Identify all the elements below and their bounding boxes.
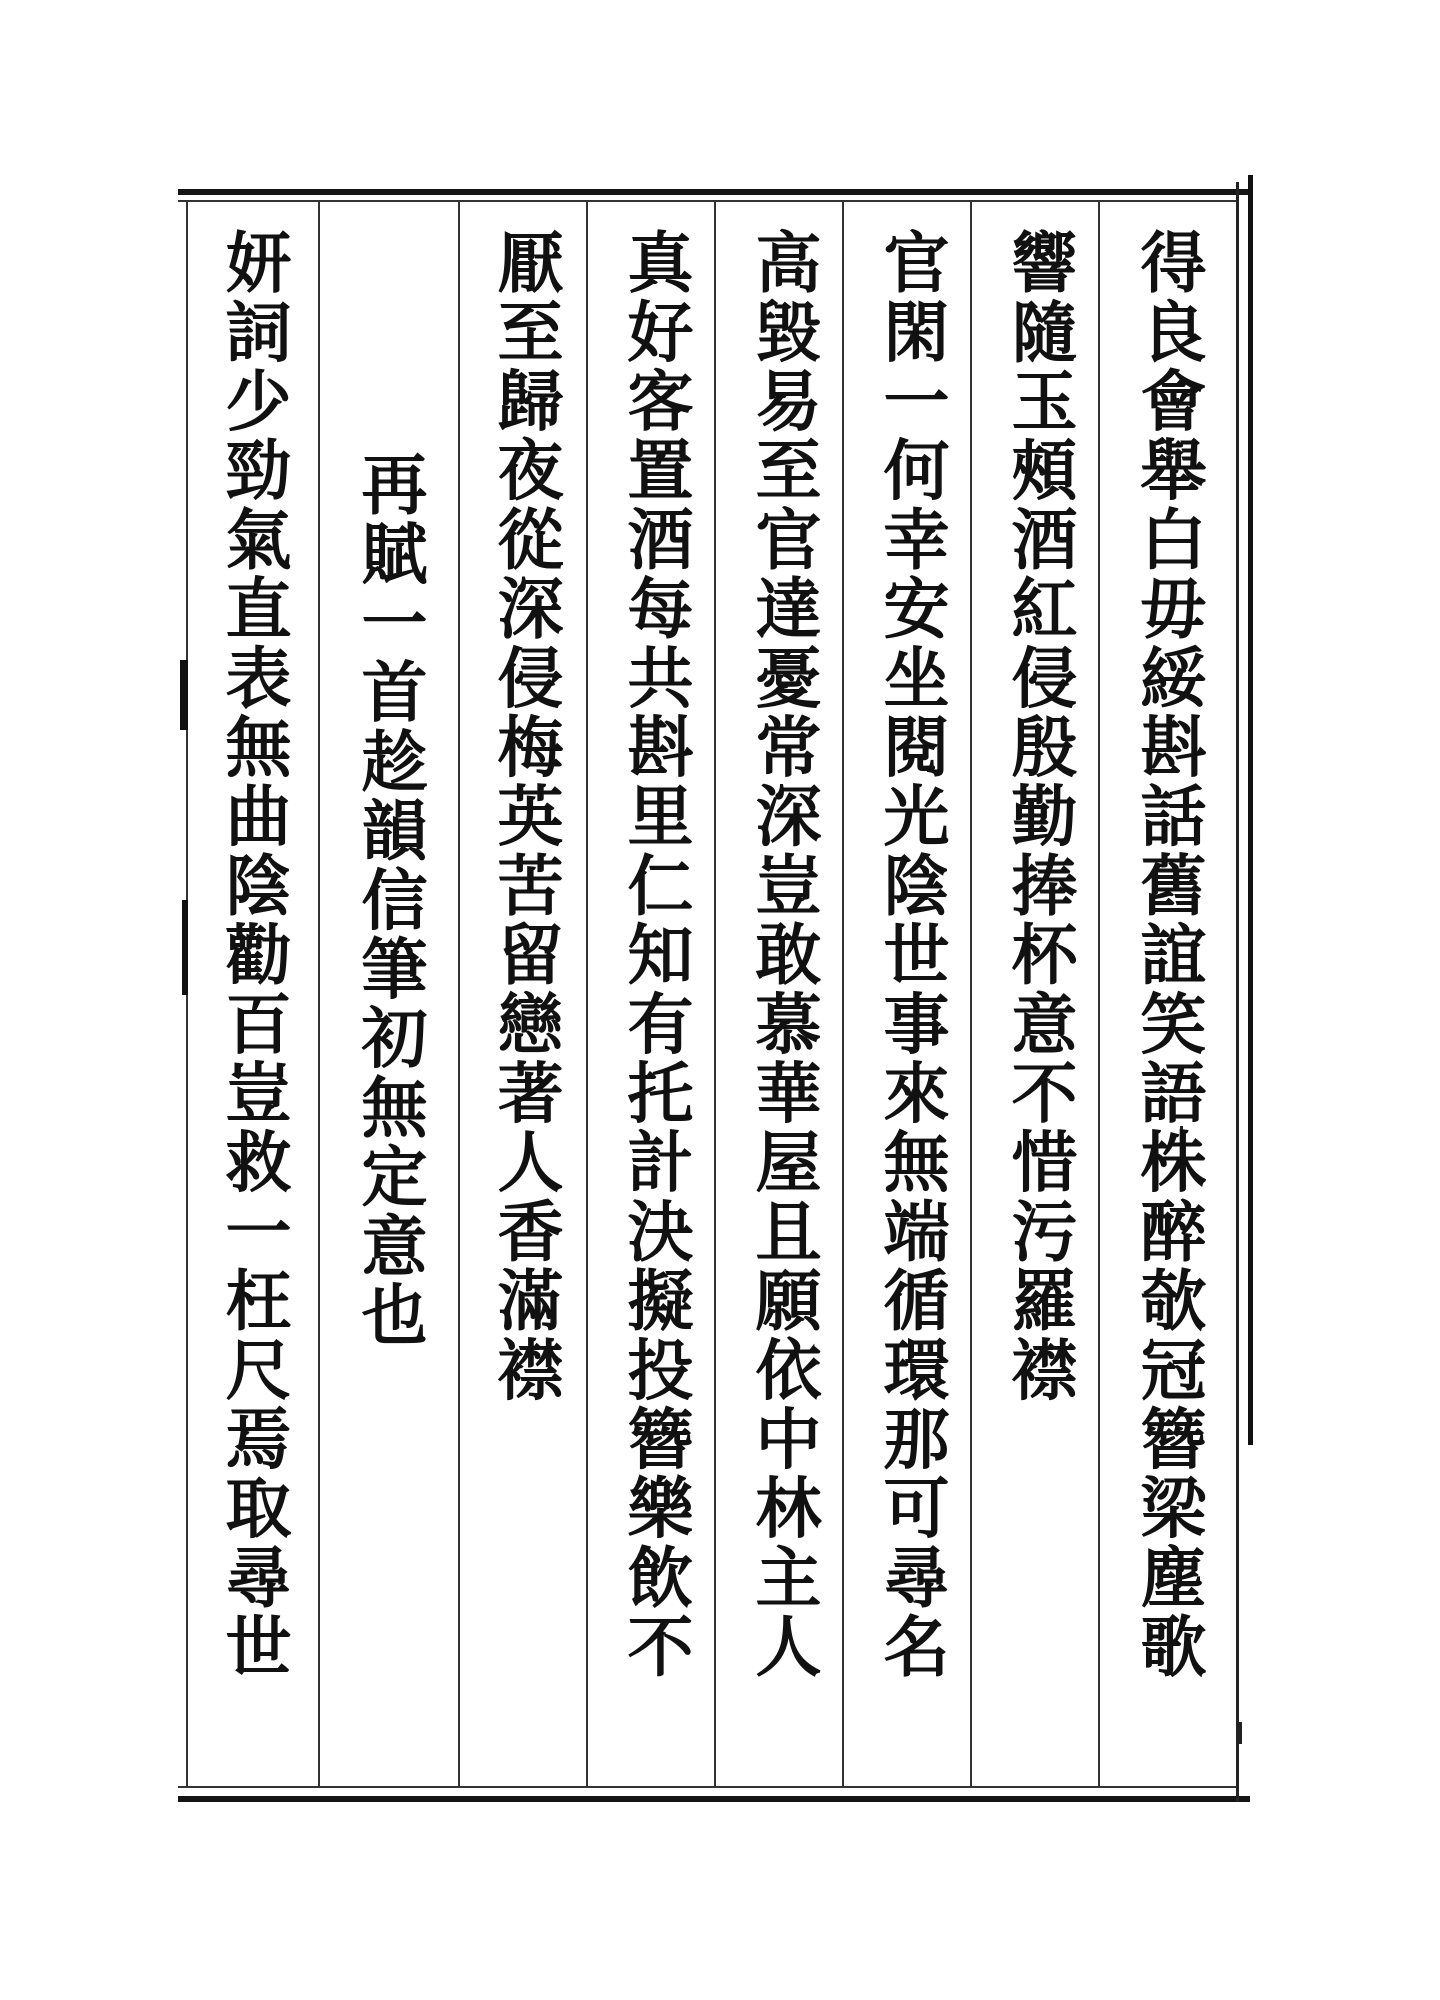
text-column-4: 高毀易至官達憂常深豈敢慕華屋且願依中林主人 (744, 228, 822, 1682)
column-divider (842, 200, 844, 1788)
column-divider (586, 200, 588, 1788)
frame-bottom-border (178, 1796, 1250, 1802)
text-column-8: 妍詞少勁氣直表無曲陰勸百豈救一枉尺焉取尋世 (214, 228, 292, 1682)
column-divider (714, 200, 716, 1788)
text-column-3: 官閑一何幸安坐閱光陰世事來無端循環那可尋名 (872, 228, 950, 1682)
text-column-1: 得良會舉白毋綏斟話舊誼笑語株醉欹冠簪梁塵歌 (1129, 228, 1207, 1682)
frame-top-inner-border (178, 200, 1238, 202)
frame-right-outer-border (1248, 175, 1253, 1445)
text-column-7-note: 再賦一首趁韻信筆初無定意也 (350, 450, 428, 1350)
column-divider (458, 200, 460, 1788)
gutter-mark (180, 660, 188, 730)
column-divider (1098, 200, 1100, 1788)
frame-bottom-inner-border (178, 1786, 1238, 1788)
edge-speck (1238, 1722, 1242, 1744)
gutter-mark (182, 900, 188, 995)
frame-top-border (178, 189, 1250, 195)
column-divider (970, 200, 972, 1788)
text-column-6: 厭至歸夜從深侵梅英苦留戀著人香滿襟 (486, 228, 564, 1405)
column-divider (318, 200, 320, 1788)
text-column-2: 響隨玉頰酒紅侵殷勤捧杯意不惜污羅襟 (1000, 228, 1078, 1405)
frame-right-border (1236, 182, 1239, 1802)
text-column-5: 真好客置酒每共斟里仁知有托計決擬投簪樂飲不 (616, 228, 694, 1682)
